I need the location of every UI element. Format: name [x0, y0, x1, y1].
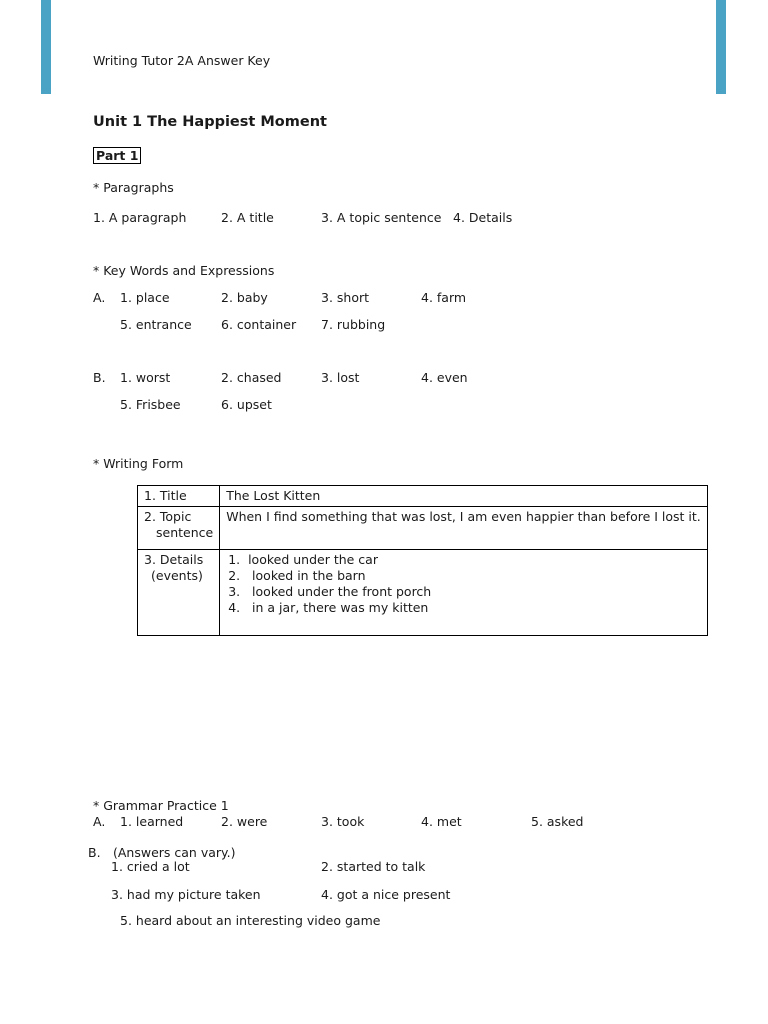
grammar-item: 2. started to talk — [321, 859, 426, 874]
table-row — [138, 550, 708, 636]
details-list — [226, 552, 701, 616]
key-word-item: 5. entrance — [120, 317, 192, 332]
table-row — [138, 486, 708, 507]
key-word-item: 3. short — [321, 290, 370, 305]
row-label: 1. Title — [144, 488, 187, 503]
right-margin-bar — [716, 0, 726, 94]
paragraphs-item: 3. A topic sentence — [321, 210, 442, 225]
list-item: 2. looked in the barn — [228, 568, 366, 583]
title-value: The Lost Kitten — [226, 488, 321, 503]
writing-form-table — [137, 485, 708, 636]
key-word-item: 3. lost — [321, 370, 360, 385]
grammar-a-label: A. — [93, 814, 106, 829]
key-word-item: 1. place — [120, 290, 170, 305]
writing-form-heading: * Writing Form — [93, 456, 184, 471]
grammar-item: 5. heard about an interesting video game — [120, 913, 381, 928]
row-label: 2. Topic — [144, 509, 192, 524]
key-word-item: 6. container — [221, 317, 297, 332]
grammar-item: 4. met — [421, 814, 462, 829]
key-word-item: 1. worst — [120, 370, 171, 385]
page-header: Writing Tutor 2A Answer Key — [93, 53, 271, 68]
table-cell-label — [138, 486, 220, 507]
left-margin-bar — [41, 0, 51, 94]
topic-sentence-value: When I find something that was lost, I am even happier than before I lost it. — [226, 509, 701, 524]
key-word-item: 7. rubbing — [321, 317, 386, 332]
key-word-item: 6. upset — [221, 397, 272, 412]
paragraphs-item: 1. A paragraph — [93, 210, 187, 225]
table-cell-value — [220, 507, 708, 550]
grammar-item: 1. cried a lot — [111, 859, 190, 874]
key-word-item: 4. even — [421, 370, 468, 385]
paragraphs-item: 2. A title — [221, 210, 274, 225]
table-cell-value — [220, 550, 708, 636]
key-words-b-label: B. — [93, 370, 106, 385]
grammar-item: 2. were — [221, 814, 268, 829]
grammar-item: 4. got a nice present — [321, 887, 451, 902]
row-label-line2: (events) — [151, 568, 203, 583]
table-cell-label — [138, 550, 220, 636]
part-label: Part 1 — [93, 147, 141, 164]
paragraphs-heading: * Paragraphs — [93, 180, 174, 195]
row-label: 3. Details — [144, 552, 204, 567]
key-word-item: 4. farm — [421, 290, 467, 305]
key-word-item: 5. Frisbee — [120, 397, 181, 412]
list-item: 3. looked under the front porch — [228, 584, 432, 599]
list-item: 1. looked under the car — [228, 552, 378, 567]
list-item: 4. in a jar, there was my kitten — [228, 600, 429, 615]
table-cell-value — [220, 486, 708, 507]
grammar-b-note: (Answers can vary.) — [113, 845, 236, 860]
grammar-item: 1. learned — [120, 814, 184, 829]
key-word-item: 2. chased — [221, 370, 282, 385]
grammar-item: 3. had my picture taken — [111, 887, 261, 902]
part-label-wrapper — [93, 148, 141, 163]
grammar-b-label: B. — [88, 845, 101, 860]
row-label-line2: sentence — [156, 525, 214, 540]
key-words-heading: * Key Words and Expressions — [93, 263, 275, 278]
paragraphs-item: 4. Details — [453, 210, 513, 225]
key-word-item: 2. baby — [221, 290, 268, 305]
unit-title: Unit 1 The Happiest Moment — [93, 114, 327, 130]
key-words-a-label: A. — [93, 290, 106, 305]
table-cell-label — [138, 507, 220, 550]
grammar-heading: * Grammar Practice 1 — [93, 798, 229, 813]
grammar-item: 5. asked — [531, 814, 584, 829]
grammar-item: 3. took — [321, 814, 365, 829]
table-row — [138, 507, 708, 550]
